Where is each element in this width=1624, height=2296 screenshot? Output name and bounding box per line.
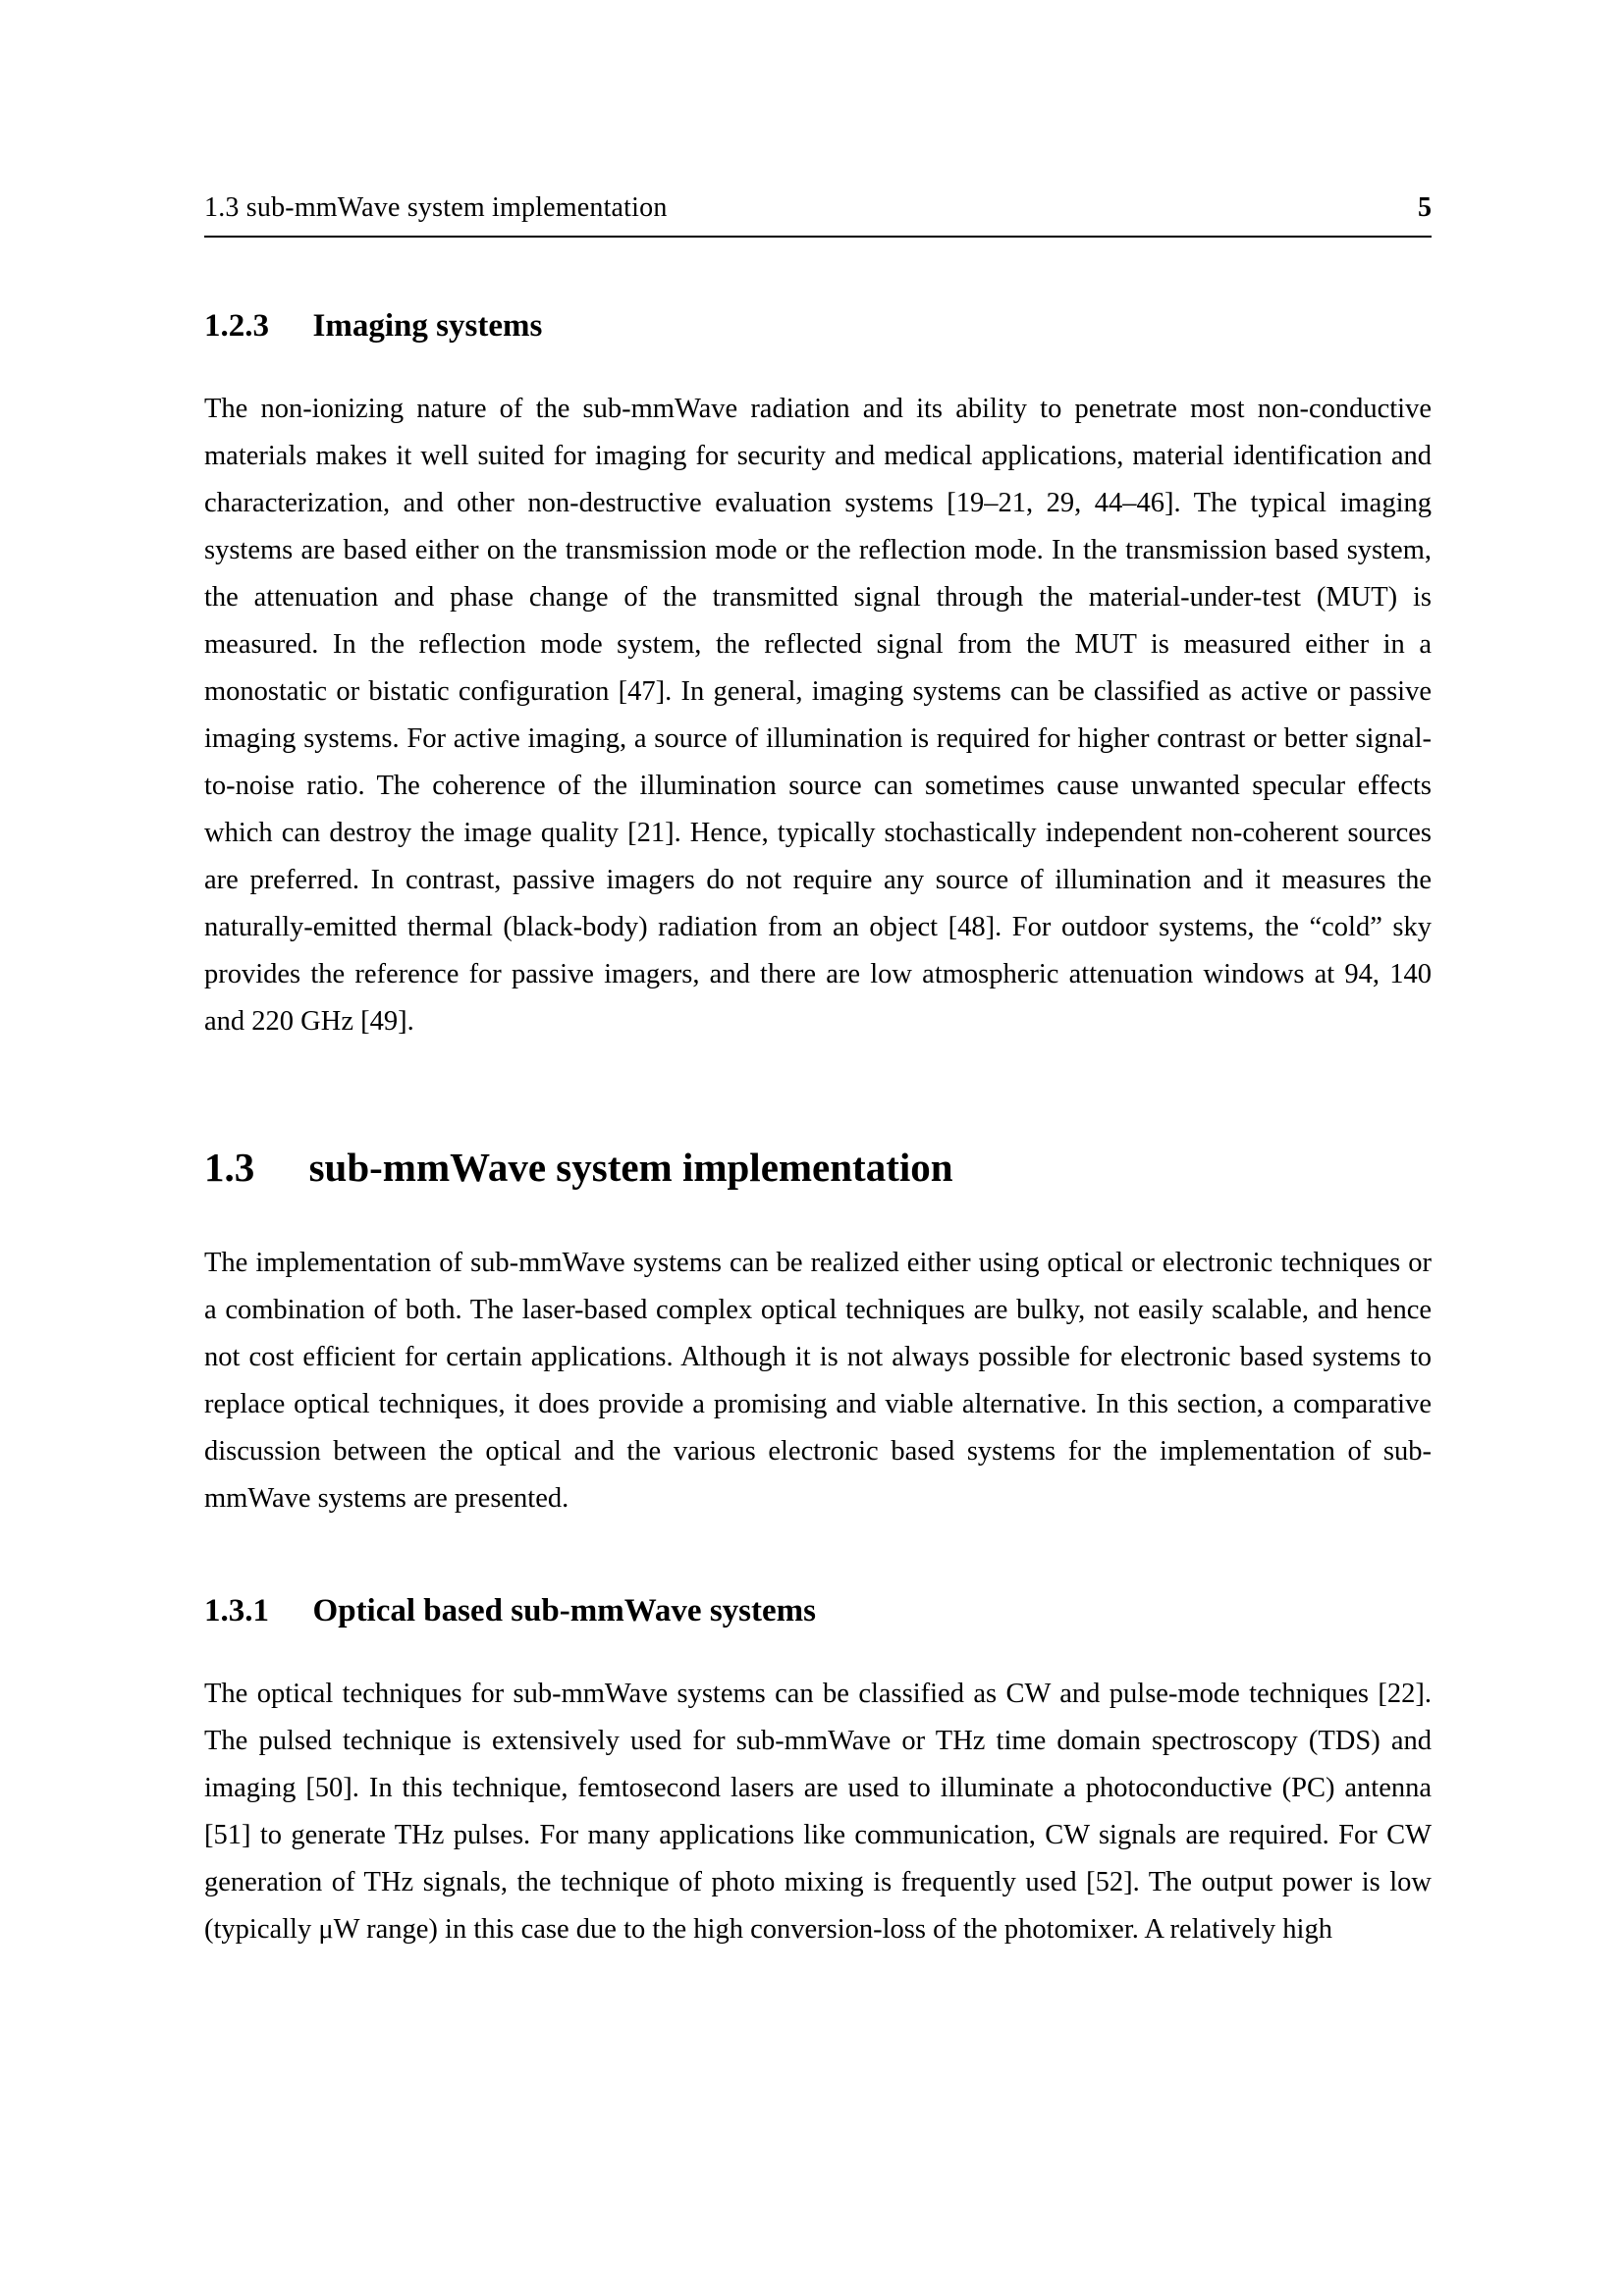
subsection-heading-optical-systems xyxy=(204,1593,1432,1629)
subsection-title: Optical based sub-mmWave systems xyxy=(312,1593,816,1629)
section-heading-system-implementation xyxy=(204,1144,1432,1191)
paragraph-optical-systems: The optical techniques for sub-mmWave systems can be classified as CW and pulse-mode techniques [22]. The pulsed technique is extensively used for sub-mmWave or THz time domain spectroscopy (TDS) and imaging [50]. In this technique, femtosecond lasers are used to illuminate a photoconductive (PC) antenna [51] to generate THz pulses. For many applications like communication, CW signals are required. For CW generation of THz signals, the technique of photo mixing is frequently used [52]. The output power is low (typically μW range) in this case due to the high conversion-loss of the photomixer. A relatively high xyxy=(204,1679,1432,1945)
paragraph-imaging-systems: The non-ionizing nature of the sub-mmWave radiation and its ability to penetrate most non-conductive materials makes it well suited for imaging for security and medical applications, material identification and characterization, and other non-destructive evaluation systems [19–21, 29, 44–46]. The typical imaging systems are based either on the transmission mode or the reflection mode. In the transmission based system, the attenuation and phase change of the transmitted signal through the material-under-test (MUT) is measured. In the reflection mode system, the reflected signal from the MUT is measured either in a monostatic or bistatic configuration [47]. In general, imaging systems can be classified as active or passive imaging systems. For active imaging, a source of illumination is required for higher contrast or better signal-to-noise ratio. The coherence of the illumination source can sometimes cause unwanted specular effects which can destroy the image quality [21]. Hence, typically stochastically independent non-coherent sources are preferred. In contrast, passive imagers do not require any source of illumination and it measures the naturally-emitted thermal (black-body) radiation from an object [48]. For outdoor systems, the “cold” sky provides the reference for passive imagers, and there are low atmospheric attenuation windows at 94, 140 and 220 GHz [49]. xyxy=(204,394,1432,1037)
paragraph-system-implementation: The implementation of sub-mmWave systems can be realized either using optical or electronic techniques or a combination of both. The laser-based complex optical techniques are bulky, not easily scalable, and hence not cost efficient for certain applications. Although it is not always possible for electronic based systems to replace optical techniques, it does provide a promising and viable alternative. In this section, a comparative discussion between the optical and the various electronic based systems for the implementation of sub-mmWave systems are presented. xyxy=(204,1248,1432,1514)
section-number: 1.3 xyxy=(204,1145,255,1190)
running-header-title: 1.3 sub-mmWave system implementation xyxy=(204,192,668,223)
subsection-title: Imaging systems xyxy=(312,308,543,344)
running-header xyxy=(204,192,1432,238)
section-title: sub-mmWave system implementation xyxy=(308,1145,953,1190)
subsection-number: 1.3.1 xyxy=(204,1593,269,1629)
subsection-number: 1.2.3 xyxy=(204,308,269,344)
subsection-heading-imaging-systems xyxy=(204,308,1432,345)
page-number: 5 xyxy=(1418,192,1432,223)
